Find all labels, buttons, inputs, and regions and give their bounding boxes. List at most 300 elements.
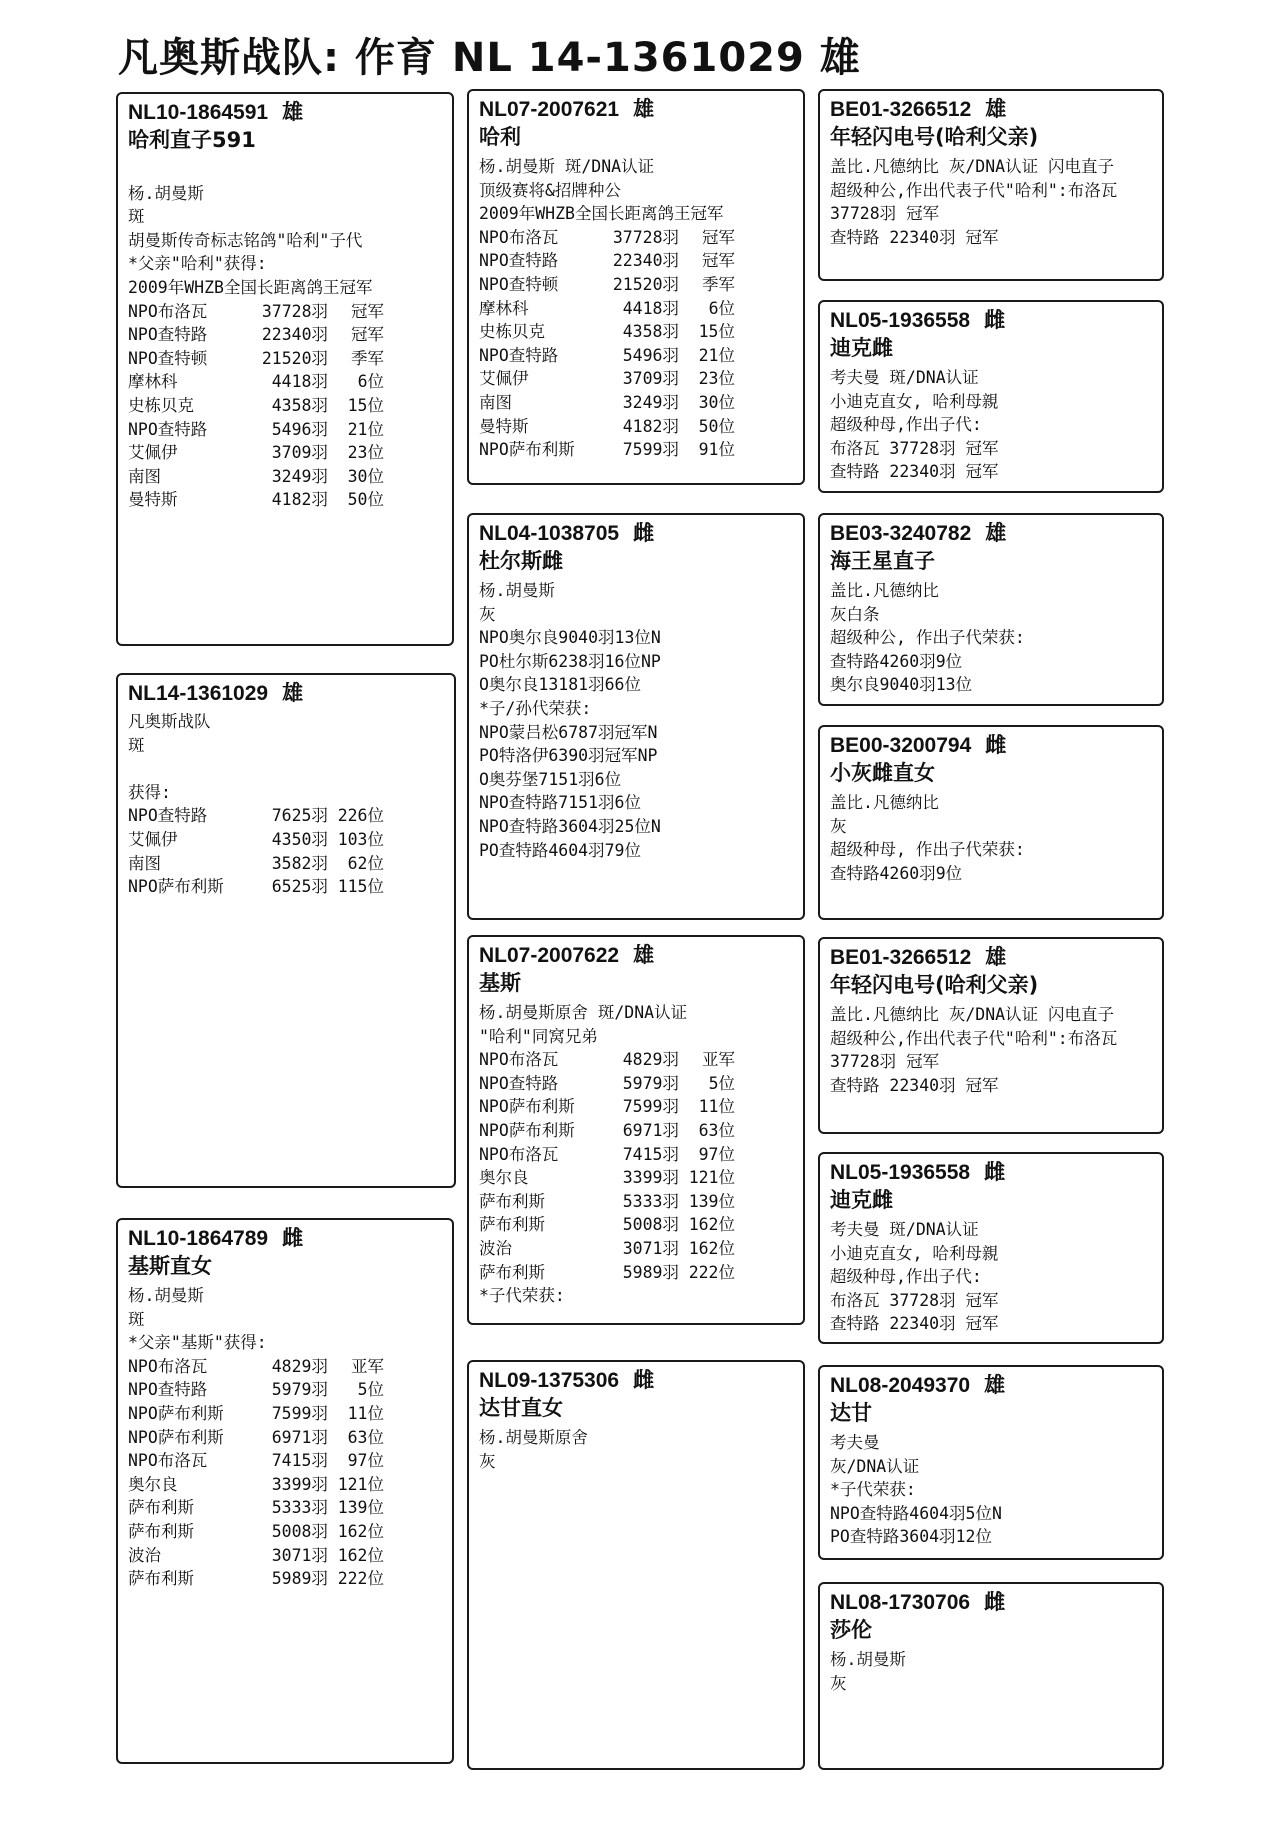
race-placing: 5位	[357, 1380, 384, 1400]
race-birds-count: 6971羽	[271, 1427, 328, 1447]
race-birds-count: 3709羽	[271, 443, 328, 463]
sex-label: 雄	[985, 946, 1007, 969]
race-result-row	[128, 804, 446, 828]
race-result-row	[479, 415, 795, 439]
race-placing: 6位	[357, 372, 384, 392]
pedigree-card-paternal-granddam	[467, 513, 805, 920]
bird-name: 年轻闪电号(哈利父亲)	[830, 125, 1039, 149]
race-location: 萨布利斯	[128, 1521, 194, 1541]
description-line	[128, 158, 444, 182]
race-result-row	[128, 852, 446, 876]
description-line: O奥尔良13181羽66位	[479, 675, 641, 695]
race-location: 萨布利斯	[479, 1215, 545, 1235]
description-tail	[479, 1284, 795, 1308]
bird-name: 达甘直女	[479, 1396, 563, 1420]
race-placing: 季军	[351, 348, 384, 368]
description-line: 盖比.凡德纳比	[830, 793, 939, 812]
race-placing: 冠军	[351, 325, 384, 345]
race-placing: 222位	[337, 1569, 384, 1589]
race-location: NPO布洛瓦	[128, 1451, 208, 1471]
description-line: NPO蒙吕松6787羽冠军N	[479, 722, 658, 742]
race-birds-count: 37728羽	[612, 227, 679, 247]
description-line: 灰白条	[830, 604, 880, 624]
race-birds-count: 7599羽	[622, 1097, 679, 1117]
race-result-row	[128, 1544, 444, 1568]
race-result-row	[128, 418, 444, 442]
race-birds-count: 6525羽	[271, 877, 328, 897]
sex-label: 雌	[985, 734, 1007, 757]
race-result-row	[479, 438, 795, 462]
description-line: *子/孙代荣获:	[479, 698, 592, 718]
ring-number: BE01-3266512	[830, 946, 972, 969]
race-placing: 15位	[698, 322, 735, 342]
race-result-row	[479, 273, 795, 297]
pedigree-card-great-grandparent-4	[818, 725, 1164, 920]
description-line: 获得:	[128, 782, 171, 802]
race-result-row	[128, 1449, 444, 1473]
race-location: NPO查特路	[479, 345, 559, 365]
description-line: PO杜尔斯6238羽16位NP	[479, 651, 661, 671]
description-block	[830, 1431, 1154, 1549]
description-line: *子代荣获:	[830, 1480, 916, 1500]
ring-number-line	[128, 99, 444, 126]
ring-number-line	[830, 944, 1154, 971]
race-birds-count: 4418羽	[271, 372, 328, 392]
ring-number: NL09-1375306	[479, 1369, 620, 1392]
race-placing: 15位	[347, 395, 384, 415]
race-birds-count: 5496羽	[622, 345, 679, 365]
race-location: NPO查特路	[128, 325, 208, 345]
ring-number-line	[830, 96, 1154, 123]
sex-label: 雄	[985, 522, 1007, 545]
bird-name: 基斯直女	[128, 1254, 212, 1278]
description-block	[479, 1426, 795, 1473]
race-birds-count: 5979羽	[271, 1380, 328, 1400]
race-placing: 63位	[698, 1120, 735, 1140]
description-line: 查特路 22340羽 冠军	[830, 1314, 999, 1334]
pedigree-card-sire	[116, 92, 454, 646]
bird-name: 达甘	[830, 1401, 872, 1425]
race-placing: 162位	[688, 1215, 735, 1235]
race-location: NPO萨布利斯	[479, 1097, 575, 1117]
race-birds-count: 4829羽	[271, 1356, 328, 1376]
description-line: 小迪克直女, 哈利母親	[830, 1243, 999, 1263]
race-birds-count: 3071羽	[622, 1238, 679, 1258]
race-location: NPO萨布利斯	[479, 440, 575, 460]
race-placing: 115位	[337, 877, 384, 897]
race-birds-count: 5008羽	[271, 1521, 328, 1541]
race-placing: 162位	[688, 1238, 735, 1258]
race-placing: 162位	[337, 1545, 384, 1565]
race-results	[479, 1048, 795, 1284]
race-placing: 222位	[688, 1262, 735, 1282]
race-location: NPO查特路	[479, 1073, 559, 1093]
pedigree-card-subject	[116, 673, 456, 1188]
sex-label: 雄	[985, 98, 1007, 121]
description-line: 2009年WHZB全国长距离鸽王冠军	[128, 277, 373, 297]
description-line: 查特路 22340羽 冠军	[830, 462, 999, 482]
race-placing: 121位	[337, 1474, 384, 1494]
ring-number-line	[479, 942, 795, 969]
race-result-row	[128, 1567, 444, 1591]
sex-label: 雌	[984, 1161, 1006, 1184]
race-location: 曼特斯	[128, 490, 178, 510]
race-result-row	[479, 1166, 795, 1190]
race-birds-count: 3399羽	[271, 1474, 328, 1494]
race-result-row	[128, 465, 444, 489]
bird-name: 迪克雌	[830, 336, 893, 360]
race-placing: 30位	[698, 392, 735, 412]
description-line: 杨.胡曼斯原舍	[479, 1428, 588, 1447]
race-placing: 103位	[337, 829, 384, 849]
race-birds-count: 21520羽	[612, 274, 679, 294]
race-birds-count: 4358羽	[622, 322, 679, 342]
ring-number-line	[830, 520, 1154, 547]
race-birds-count: 22340羽	[261, 325, 328, 345]
description-block	[479, 1001, 795, 1048]
ring-number: BE00-3200794	[830, 734, 972, 757]
race-location: NPO布洛瓦	[479, 1050, 559, 1070]
ring-number: NL10-1864789	[128, 1227, 269, 1250]
race-location: NPO萨布利斯	[128, 1427, 224, 1447]
race-result-row	[128, 1426, 444, 1450]
race-location: 艾佩伊	[479, 369, 529, 389]
bird-name: 海王星直子	[830, 549, 935, 573]
race-location: 萨布利斯	[128, 1569, 194, 1589]
ring-number: BE03-3240782	[830, 522, 972, 545]
description-line: 杨.胡曼斯	[830, 1650, 906, 1669]
race-result-row	[479, 1143, 795, 1167]
ring-number: NL07-2007622	[479, 944, 620, 967]
pedigree-card-great-grandparent-8	[818, 1582, 1164, 1770]
description-line: 2009年WHZB全国长距离鸽王冠军	[479, 204, 724, 224]
race-placing: 冠军	[702, 227, 735, 247]
description-line: 奥尔良9040羽13位	[830, 675, 973, 695]
race-location: NPO查特顿	[128, 348, 208, 368]
ring-number: NL05-1936558	[830, 1161, 971, 1184]
race-result-row	[128, 1402, 444, 1426]
race-location: 南图	[128, 853, 161, 873]
bird-name: 哈利直子591	[128, 128, 256, 152]
description-line: O奥芬堡7151羽6位	[479, 769, 622, 789]
race-location: 波治	[128, 1545, 161, 1565]
description-line	[128, 757, 446, 781]
sex-label: 雌	[984, 309, 1006, 332]
race-location: 萨布利斯	[479, 1262, 545, 1282]
race-placing: 21位	[698, 345, 735, 365]
description-block	[830, 1218, 1154, 1336]
ring-number: NL08-1730706	[830, 1591, 971, 1614]
race-birds-count: 21520羽	[261, 348, 328, 368]
sex-label: 雌	[633, 1369, 655, 1392]
race-location: 萨布利斯	[128, 1498, 194, 1518]
pedigree-card-maternal-grandsire	[467, 935, 805, 1325]
race-placing: 97位	[698, 1144, 735, 1164]
race-birds-count: 7599羽	[271, 1403, 328, 1423]
race-birds-count: 3249羽	[271, 466, 328, 486]
race-result-row	[128, 875, 446, 899]
page-title: 凡奥斯战队: 作育 NL 14-1361029 雄	[118, 35, 861, 81]
description-line: 布洛瓦 37728羽 冠军	[830, 1290, 999, 1310]
race-result-row	[128, 394, 444, 418]
description-line: PO查特路3604羽12位	[830, 1527, 992, 1547]
race-location: NPO查特路	[128, 419, 208, 439]
ring-number-line	[830, 732, 1154, 759]
description-line: PO查特路4604羽79位	[479, 840, 641, 860]
race-location: 南图	[128, 466, 161, 486]
description-block	[830, 1648, 1154, 1695]
race-birds-count: 3582羽	[271, 853, 328, 873]
race-location: 萨布利斯	[479, 1191, 545, 1211]
race-result-row	[128, 370, 444, 394]
race-location: NPO布洛瓦	[128, 1356, 208, 1376]
race-placing: 139位	[688, 1191, 735, 1211]
ring-number-line	[830, 1372, 1154, 1399]
description-block	[830, 1003, 1154, 1097]
ring-number: NL05-1936558	[830, 309, 971, 332]
race-placing: 11位	[698, 1097, 735, 1117]
description-line: 斑	[128, 207, 145, 227]
description-line: PO特洛伊6390羽冠军NP	[479, 746, 658, 766]
description-line: *子代荣获:	[479, 1286, 565, 1306]
race-birds-count: 4350羽	[271, 829, 328, 849]
description-line: 盖比.凡德纳比	[830, 581, 939, 600]
description-line: *父亲"哈利"获得:	[128, 254, 267, 274]
race-location: NPO查特顿	[479, 274, 559, 294]
description-line: 查特路 22340羽 冠军	[830, 227, 999, 247]
ring-number-line	[479, 96, 795, 123]
ring-number-line	[830, 307, 1154, 334]
pedigree-card-great-grandparent-1	[818, 89, 1164, 281]
race-result-row	[128, 1520, 444, 1544]
pedigree-card-great-grandparent-6	[818, 1152, 1164, 1344]
race-placing: 91位	[698, 440, 735, 460]
ring-number-line	[128, 1225, 444, 1252]
ring-number: BE01-3266512	[830, 98, 972, 121]
race-birds-count: 4182羽	[622, 416, 679, 436]
bird-name: 小灰雌直女	[830, 761, 935, 785]
race-result-row	[479, 1095, 795, 1119]
description-line: 斑	[128, 1309, 145, 1329]
race-result-row	[128, 347, 444, 371]
description-line: 灰	[479, 1451, 496, 1471]
race-birds-count: 37728羽	[261, 301, 328, 321]
race-birds-count: 5989羽	[271, 1569, 328, 1589]
race-result-row	[479, 320, 795, 344]
description-line: 查特路4260羽9位	[830, 651, 963, 671]
pedigree-card-great-grandparent-2	[818, 300, 1164, 493]
description-block	[830, 155, 1154, 249]
sex-label: 雌	[984, 1591, 1006, 1614]
race-birds-count: 3709羽	[622, 369, 679, 389]
description-line: "哈利"同窝兄弟	[479, 1026, 598, 1046]
ring-number-line	[479, 520, 795, 547]
description-block	[128, 1284, 444, 1355]
race-birds-count: 5496羽	[271, 419, 328, 439]
description-line: 盖比.凡德纳比 灰/DNA认证 闪电直子	[830, 1005, 1115, 1024]
race-placing: 50位	[347, 490, 384, 510]
bird-name: 年轻闪电号(哈利父亲)	[830, 973, 1039, 997]
sex-label: 雄	[282, 101, 304, 124]
description-line: 杨.胡曼斯原舍 斑/DNA认证	[479, 1003, 688, 1022]
race-location: 史栋贝克	[128, 395, 194, 415]
race-birds-count: 5333羽	[271, 1498, 328, 1518]
race-location: 波治	[479, 1238, 512, 1258]
race-result-row	[479, 1237, 795, 1261]
description-block	[830, 791, 1154, 885]
description-line: 灰	[830, 816, 847, 836]
pedigree-card-great-grandparent-7	[818, 1365, 1164, 1560]
race-placing: 21位	[347, 419, 384, 439]
ring-number: NL10-1864591	[128, 101, 269, 124]
description-line: 小迪克直女, 哈利母親	[830, 391, 999, 411]
race-birds-count: 3399羽	[622, 1168, 679, 1188]
race-result-row	[128, 1378, 444, 1402]
description-block	[128, 158, 444, 300]
description-line: 超级种公,作出代表子代"哈利":布洛瓦 37728羽 冠军	[830, 180, 1118, 224]
bird-name: 迪克雌	[830, 1188, 893, 1212]
description-line: 超级种公, 作出子代荣获:	[830, 628, 1025, 648]
ring-number: NL08-2049370	[830, 1374, 971, 1397]
race-placing: 63位	[347, 1427, 384, 1447]
race-result-row	[479, 1048, 795, 1072]
race-placing: 23位	[698, 369, 735, 389]
race-result-row	[479, 1072, 795, 1096]
race-location: NPO萨布利斯	[128, 877, 224, 897]
race-results	[128, 1355, 444, 1591]
bird-name: 基斯	[479, 971, 521, 995]
ring-number: NL14-1361029	[128, 682, 269, 705]
description-line: 杨.胡曼斯 斑/DNA认证	[479, 157, 655, 176]
race-placing: 亚军	[351, 1356, 384, 1376]
race-results	[128, 300, 444, 512]
description-line: 超级种公,作出代表子代"哈利":布洛瓦 37728羽 冠军	[830, 1028, 1118, 1072]
race-location: 摩林科	[128, 372, 178, 392]
ring-number-line	[830, 1159, 1154, 1186]
race-birds-count: 3249羽	[622, 392, 679, 412]
race-placing: 亚军	[702, 1050, 735, 1070]
race-birds-count: 4418羽	[622, 298, 679, 318]
race-result-row	[128, 1496, 444, 1520]
description-line: 杨.胡曼斯	[479, 581, 555, 600]
description-line: 顶级赛将&招牌种公	[479, 180, 621, 200]
race-location: NPO查特路	[128, 1380, 208, 1400]
sex-label: 雄	[984, 1374, 1006, 1397]
description-line: 盖比.凡德纳比 灰/DNA认证 闪电直子	[830, 157, 1115, 176]
description-line: 考夫曼 斑/DNA认证	[830, 1220, 979, 1239]
race-placing: 6位	[708, 298, 735, 318]
race-placing: 226位	[337, 806, 384, 826]
race-placing: 162位	[337, 1521, 384, 1541]
description-block	[479, 579, 795, 862]
race-location: NPO布洛瓦	[128, 301, 208, 321]
race-location: 南图	[479, 392, 512, 412]
description-line: *父亲"基斯"获得:	[128, 1333, 267, 1353]
race-birds-count: 3071羽	[271, 1545, 328, 1565]
description-line: 超级种母,作出子代:	[830, 1267, 982, 1287]
sex-label: 雄	[282, 682, 304, 705]
sex-label: 雌	[633, 522, 655, 545]
description-line: 斑	[128, 735, 145, 755]
race-result-row	[479, 249, 795, 273]
race-location: 曼特斯	[479, 416, 529, 436]
description-line: 灰	[479, 604, 496, 624]
race-placing: 62位	[347, 853, 384, 873]
sex-label: 雄	[633, 98, 655, 121]
race-birds-count: 7599羽	[622, 440, 679, 460]
description-line: 灰/DNA认证	[830, 1456, 920, 1476]
race-location: 摩林科	[479, 298, 529, 318]
race-result-row	[479, 1119, 795, 1143]
ring-number-line	[479, 1367, 795, 1394]
description-line: 布洛瓦 37728羽 冠军	[830, 438, 999, 458]
race-placing: 121位	[688, 1168, 735, 1188]
description-line: 查特路4260羽9位	[830, 863, 963, 883]
race-placing: 50位	[698, 416, 735, 436]
description-line: 超级种母,作出子代:	[830, 415, 982, 435]
race-birds-count: 22340羽	[612, 251, 679, 271]
description-line: 查特路 22340羽 冠军	[830, 1075, 999, 1095]
description-line: 杨.胡曼斯	[128, 1286, 204, 1305]
race-result-row	[128, 441, 444, 465]
race-result-row	[479, 391, 795, 415]
race-birds-count: 4182羽	[271, 490, 328, 510]
description-line: 胡曼斯传奇标志铭鸽"哈利"子代	[128, 230, 363, 250]
description-line: 凡奥斯战队	[128, 712, 211, 731]
race-result-row	[128, 300, 444, 324]
description-line: NPO查特路7151羽6位	[479, 793, 641, 813]
bird-name: 杜尔斯雌	[479, 549, 563, 573]
race-birds-count: 7625羽	[271, 806, 328, 826]
ring-number: NL07-2007621	[479, 98, 620, 121]
race-result-row	[128, 488, 444, 512]
race-result-row	[479, 1190, 795, 1214]
race-placing: 139位	[337, 1498, 384, 1518]
race-result-row	[128, 1355, 444, 1379]
description-line: NPO查特路3604羽25位N	[479, 816, 661, 836]
ring-number: NL04-1038705	[479, 522, 620, 545]
race-birds-count: 5979羽	[622, 1073, 679, 1093]
race-result-row	[128, 323, 444, 347]
race-result-row	[479, 1261, 795, 1285]
race-result-row	[479, 344, 795, 368]
description-line: 灰	[830, 1673, 847, 1693]
description-block	[830, 366, 1154, 484]
pedigree-card-great-grandparent-3	[818, 513, 1164, 706]
race-result-row	[479, 1213, 795, 1237]
description-block	[830, 579, 1154, 697]
race-location: NPO查特路	[479, 251, 559, 271]
sex-label: 雌	[282, 1227, 304, 1250]
description-line: 超级种母, 作出子代荣获:	[830, 840, 1025, 860]
race-placing: 冠军	[351, 301, 384, 321]
race-location: NPO查特路	[128, 806, 208, 826]
race-results	[128, 804, 446, 898]
race-location: 奥尔良	[479, 1168, 529, 1188]
race-placing: 11位	[347, 1403, 384, 1423]
race-birds-count: 4358羽	[271, 395, 328, 415]
description-line: 杨.胡曼斯	[128, 183, 204, 203]
description-line: 考夫曼 斑/DNA认证	[830, 368, 979, 387]
ring-number-line	[128, 680, 446, 707]
race-location: NPO布洛瓦	[479, 227, 559, 247]
description-line: NPO奥尔良9040羽13位N	[479, 628, 661, 648]
race-placing: 97位	[347, 1451, 384, 1471]
race-location: 艾佩伊	[128, 443, 178, 463]
pedigree-card-maternal-granddam	[467, 1360, 805, 1770]
race-placing: 5位	[708, 1073, 735, 1093]
race-placing: 30位	[347, 466, 384, 486]
